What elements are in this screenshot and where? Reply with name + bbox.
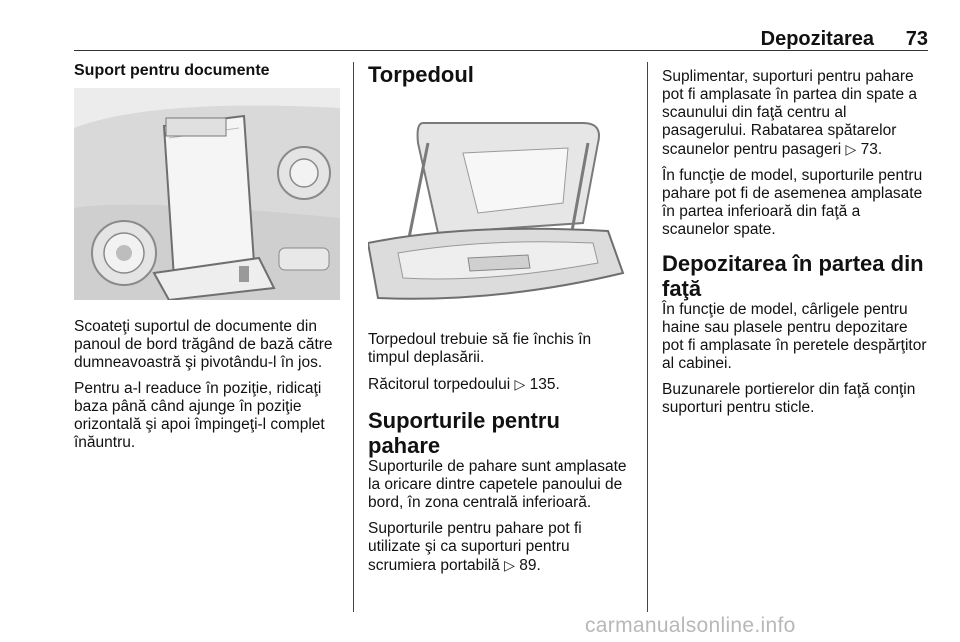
lower-cupholders-text: În funcţie de model, suporturile pentru pahare pot fi de asemenea amplasate în partea inferioară din faţă a scaunelor spate. bbox=[662, 167, 923, 238]
document-holder-illustration bbox=[74, 88, 340, 300]
cupholders-heading: Suporturile pentru pahare bbox=[368, 408, 560, 458]
cupholders-text-2-body: Suporturile pentru pahare pot fi utilizate şi ca suporturi pentru scrumiera portabilă bbox=[368, 520, 582, 574]
column-3 bbox=[662, 68, 928, 425]
triangle-right-icon[interactable]: ▷ bbox=[845, 141, 857, 157]
triangle-right-icon[interactable]: ▷ bbox=[504, 557, 515, 573]
header-rule bbox=[74, 50, 928, 51]
seats-ref-page[interactable]: 73. bbox=[860, 141, 883, 158]
column-1 bbox=[74, 62, 340, 460]
cupholders-text-2 bbox=[368, 520, 634, 575]
page-header bbox=[74, 30, 928, 50]
rear-cupholders-text-body: Suplimentar, suporturi pentru pahare pot fi amplasate în partea din spate a scaunului din faţă centru al pasagerului. Rabatarea spătarelor scaunelor pentru pasageri bbox=[662, 68, 918, 158]
glovebox-text-2-body: Răcitorul torpedoului bbox=[368, 376, 515, 393]
watermark: carmanualsonline.info bbox=[585, 614, 796, 637]
running-title: Depozitarea bbox=[760, 28, 874, 50]
column-divider-2 bbox=[647, 62, 648, 612]
glovebox-heading: Torpedoul bbox=[368, 62, 474, 87]
front-storage-text-1: În funcţie de model, cârligele pentru haine sau plasele pentru depozitare pot fi amplasate în peretele despărţitor al cabinei. bbox=[662, 301, 927, 372]
page-number: 73 bbox=[905, 28, 928, 50]
glovebox-ref-page[interactable]: 135. bbox=[529, 376, 560, 393]
glovebox-text-2 bbox=[368, 375, 634, 394]
column-2 bbox=[368, 62, 634, 583]
document-holder-text-2: Pentru a-l readuce în poziţie, ridicaţi baza până când ajunge în poziţie orizontală şi apoi împingeţi-l complet înăuntru. bbox=[74, 380, 325, 451]
glovebox-text-1: Torpedoul trebuie să fie închis în timpul deplasării. bbox=[368, 331, 592, 366]
front-storage-text-2: Buzunarele portierelor din faţă conţin suporturi pentru sticle. bbox=[662, 381, 916, 416]
rear-cupholders-text bbox=[662, 68, 928, 159]
front-storage-heading: Depozitarea în partea din faţă bbox=[662, 251, 924, 301]
triangle-right-icon[interactable]: ▷ bbox=[514, 376, 526, 392]
cupholders-text-1: Suporturile de pahare sunt amplasate la oricare dintre capetele panoului de bord, în zona centrală inferioară. bbox=[368, 458, 627, 511]
column-divider-1 bbox=[353, 62, 354, 612]
ashtray-ref-page[interactable]: 89. bbox=[519, 557, 541, 574]
document-holder-heading: Suport pentru documente bbox=[74, 62, 270, 79]
glovebox-illustration bbox=[368, 103, 634, 313]
document-holder-text-1: Scoateţi suportul de documente din panoul de bord trăgând de bază către dumneavoastră şi pivotându-l în jos. bbox=[74, 318, 333, 371]
